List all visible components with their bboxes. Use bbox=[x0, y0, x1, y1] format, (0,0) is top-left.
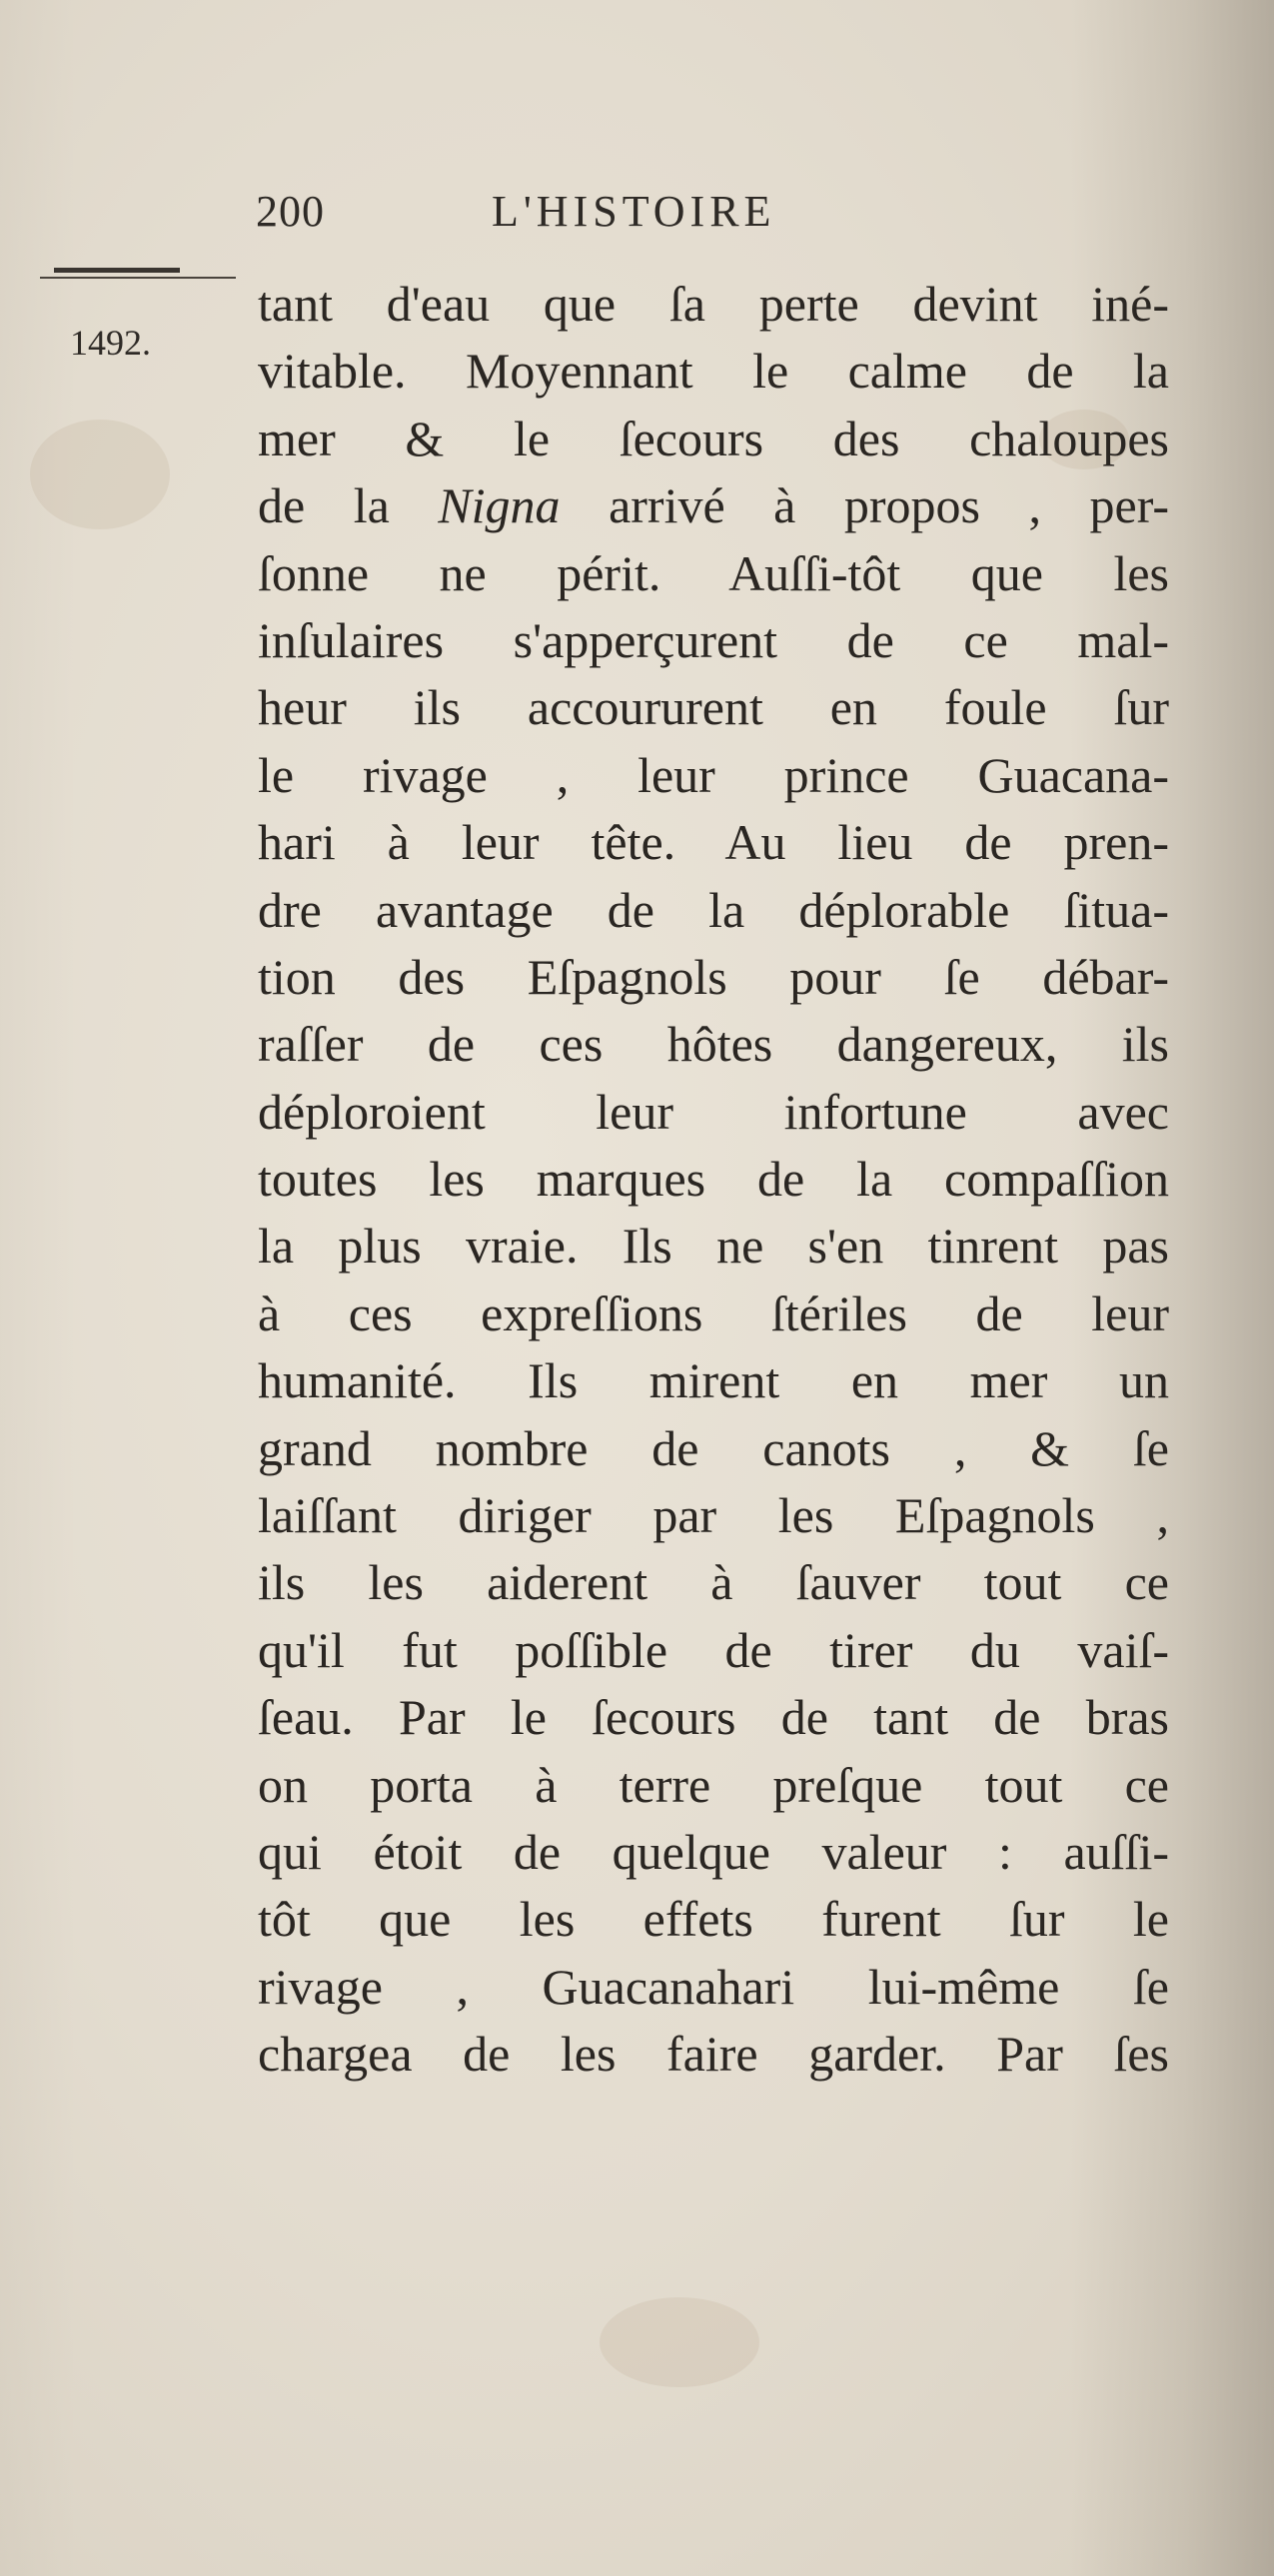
text-line: déploroient leur infortune avec bbox=[258, 1083, 1169, 1140]
rule-thin bbox=[40, 277, 236, 279]
running-head bbox=[256, 186, 1035, 256]
text-line: raſſer de ces hôtes dangereux, ils bbox=[258, 1016, 1169, 1073]
text-line: le rivage , leur prince Guacana- bbox=[258, 746, 1169, 803]
text-line: hari à leur tête. Au lieu de pren- bbox=[258, 814, 1169, 871]
body-text bbox=[258, 271, 1169, 2089]
text-line: humanité. Ils mirent en mer un bbox=[258, 1352, 1169, 1409]
text-line: heur ils accoururent en foule ſur bbox=[258, 679, 1169, 736]
text-line: tion des Eſpagnols pour ſe débar- bbox=[258, 948, 1169, 1005]
running-title: L'HISTOIRE bbox=[492, 187, 776, 236]
text-line: mer & le ſecours des chaloupes bbox=[258, 410, 1169, 466]
text-line: rivage , Guacanahari lui-même ſe bbox=[258, 1958, 1169, 2015]
text-line: de la Nigna arrivé à propos , per- bbox=[258, 477, 1169, 534]
margin-year: 1492. bbox=[70, 323, 151, 363]
text-line: ils les aiderent à ſauver tout ce bbox=[258, 1554, 1169, 1611]
text-line: chargea de les faire garder. Par ſes bbox=[258, 2026, 1169, 2083]
text-line: à ces expreſſions ſtériles de leur bbox=[258, 1285, 1169, 1341]
text-line: ſeau. Par le ſecours de tant de bras bbox=[258, 1689, 1169, 1746]
text-line: dre avantage de la déplorable ſitua- bbox=[258, 881, 1169, 938]
ship-name: Nigna bbox=[438, 477, 561, 534]
text-line: qu'il fut poſſible de tirer du vaiſ- bbox=[258, 1621, 1169, 1678]
text-line: tant d'eau que ſa perte devint iné- bbox=[258, 276, 1169, 332]
margin-rule bbox=[40, 268, 236, 280]
text-line: laiſſant diriger par les Eſpagnols , bbox=[258, 1487, 1169, 1544]
text-line: vitable. Moyennant le calme de la bbox=[258, 343, 1169, 400]
paper-stain bbox=[30, 420, 170, 529]
text-line: qui étoit de quelque valeur : auſſi- bbox=[258, 1823, 1169, 1880]
rule-thick bbox=[54, 268, 180, 273]
text-line: tôt que les effets furent ſur le bbox=[258, 1891, 1169, 1948]
text-line: toutes les marques de la compaſſion bbox=[258, 1151, 1169, 1208]
paper-stain bbox=[600, 2297, 759, 2387]
text-line: la plus vraie. Ils ne s'en tinrent pas bbox=[258, 1218, 1169, 1275]
text-line: ſonne ne périt. Auſſi-tôt que les bbox=[258, 544, 1169, 601]
text-line: grand nombre de canots , & ſe bbox=[258, 1419, 1169, 1476]
text-line: inſulaires s'apperçurent de ce mal- bbox=[258, 611, 1169, 668]
page-number: 200 bbox=[256, 187, 325, 236]
text-line: on porta à terre preſque tout ce bbox=[258, 1756, 1169, 1813]
